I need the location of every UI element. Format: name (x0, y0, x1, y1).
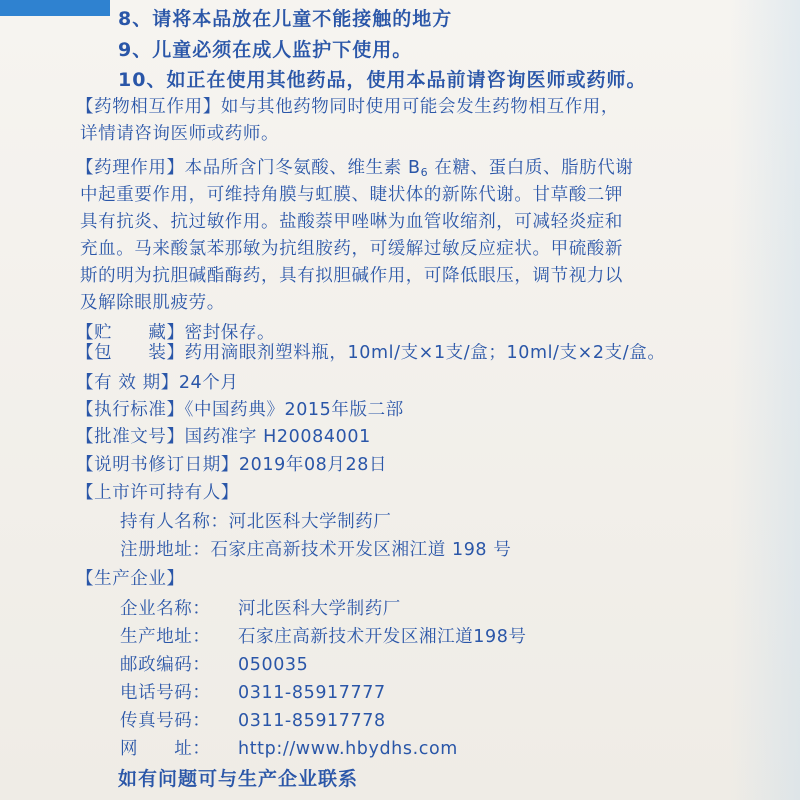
manufacturer-row (120, 736, 458, 762)
section-header: 【上市许可持有人】 (76, 483, 239, 503)
section-text: 国药准字 H20084001 (184, 427, 371, 447)
field-label: 邮政编码： (120, 655, 211, 675)
field-label: 电话号码： (120, 683, 211, 703)
warning-item: 10、如正在使用其他药品，使用本品前请咨询医师或药师。 (118, 69, 647, 91)
section-text: 详情请咨询医师或药师。 (80, 124, 280, 144)
section-header: 【贮 藏】 (76, 323, 185, 343)
field-label: 传真号码： (120, 711, 211, 731)
packaging-section (76, 340, 665, 366)
section-header: 【说明书修订日期】 (76, 455, 239, 475)
section-text: 密封保存。 (184, 323, 276, 343)
validity-section (76, 370, 239, 396)
section-header: 【有 效 期】 (76, 373, 179, 393)
footer-note: 如有问题可与生产企业联系 (118, 768, 359, 790)
section-text: 2019年08月28日 (238, 455, 388, 475)
field-value: 0311-85917778 (238, 711, 386, 731)
section-text: 及解除眼肌疲劳。 (80, 293, 225, 313)
field-value: 河北医科大学制药厂 (238, 599, 401, 619)
field-value: 050035 (238, 655, 309, 675)
manufacturer-row (120, 596, 401, 622)
section-header: 【生产企业】 (76, 569, 185, 589)
approval-section (76, 424, 371, 450)
field-value: 0311-85917777 (238, 683, 386, 703)
warning-item: 9、儿童必须在成人监护下使用。 (118, 39, 413, 61)
field-label: 企业名称： (120, 599, 211, 619)
field-value: 石家庄高新技术开发区湘江道 198 号 (210, 540, 512, 560)
website-value: http://www.hbydhs.com (238, 739, 458, 759)
section-text: 中起重要作用，可维持角膜与虹膜、睫状体的新陈代谢。甘草酸二钾 (80, 185, 623, 205)
field-label: 网 址： (120, 739, 211, 759)
section-text: 充血。马来酸氯苯那敏为抗组胺药，可缓解过敏反应症状。甲硫酸新 (80, 239, 623, 259)
manufacturer-row (120, 680, 386, 706)
standard-section (76, 397, 404, 423)
blue-edge-tint (730, 0, 800, 800)
section-text: 具有抗炎、抗过敏作用。盐酸萘甲唑啉为血管收缩剂，可减轻炎症和 (80, 212, 623, 232)
revision-section (76, 452, 387, 478)
manufacturer-row (120, 624, 527, 650)
section-header: 【药物相互作用】 (76, 97, 221, 117)
field-label: 持有人名称： (120, 512, 229, 532)
interaction-section (76, 94, 619, 120)
field-label: 注册地址： (120, 540, 211, 560)
holder-name-row (120, 509, 392, 535)
section-header: 【批准文号】 (76, 427, 185, 447)
section-text: 在糖、蛋白质、脂肪代谢 (428, 158, 634, 178)
section-text: 如与其他药物同时使用可能会发生药物相互作用， (220, 97, 620, 117)
section-text: 药用滴眼剂塑料瓶，10ml/支×1支/盒；10ml/支×2支/盒。 (184, 343, 666, 363)
section-text: 斯的明为抗胆碱酯酶药，具有拟胆碱作用，可降低眼压，调节视力以 (80, 266, 623, 286)
field-label: 生产地址： (120, 627, 211, 647)
section-text: 《中国药典》2015年版二部 (184, 400, 404, 420)
warning-item: 8、请将本品放在儿童不能接触的地方 (118, 8, 453, 30)
section-text: 24个月 (178, 373, 239, 393)
field-value: 河北医科大学制药厂 (228, 512, 392, 532)
section-text: 本品所含门冬氨酸、维生素 B (184, 158, 421, 178)
holder-address-row (120, 537, 511, 563)
section-header: 【包 装】 (76, 343, 185, 363)
blue-corner-strip (0, 0, 110, 16)
section-header: 【执行标准】 (76, 400, 185, 420)
field-value: 石家庄高新技术开发区湘江道198号 (238, 627, 527, 647)
section-header: 【药理作用】 (76, 158, 185, 178)
manufacturer-row (120, 652, 308, 678)
subscript: 6 (420, 166, 429, 179)
manufacturer-row (120, 708, 386, 734)
